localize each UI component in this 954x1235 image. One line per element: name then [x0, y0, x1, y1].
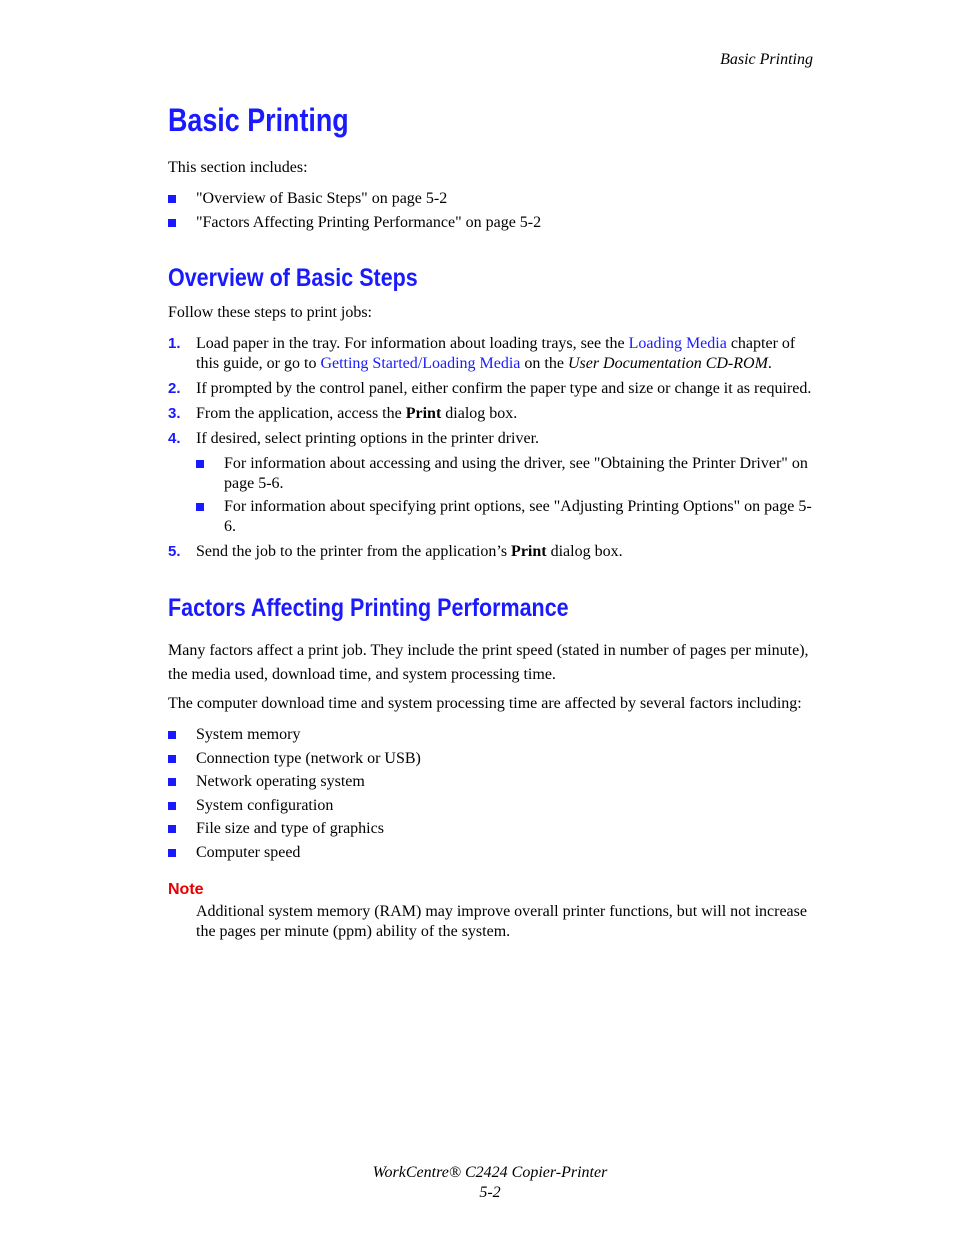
- step-text: .: [767, 355, 772, 372]
- loading-media-link[interactable]: Loading Media: [628, 335, 727, 352]
- step-text: chapter of this guide, or go to: [196, 335, 796, 372]
- list-item: [168, 749, 814, 769]
- factors-paragraph: The computer download time and system processing time are affected by several factors including:: [168, 695, 802, 712]
- page-footer: [0, 1163, 954, 1203]
- list-item-text: System configuration: [196, 796, 334, 814]
- sub-item: [196, 454, 814, 494]
- step-item: [168, 334, 814, 374]
- step-item: [168, 379, 814, 399]
- print-bold: Print: [511, 543, 547, 560]
- step-item: [168, 429, 814, 537]
- note-label: Note: [168, 880, 204, 898]
- list-item: [168, 725, 814, 745]
- page-content: [168, 98, 814, 942]
- step-number: 1.: [168, 335, 181, 352]
- toc-item-label: "Factors Affecting Printing Performance" on page 5-2: [196, 213, 542, 231]
- list-item: [168, 843, 814, 863]
- intro-text: This section includes:: [168, 159, 308, 176]
- steps-list: [168, 334, 814, 562]
- running-head: Basic Printing: [720, 51, 813, 68]
- getting-started-link[interactable]: Getting Started/Loading Media: [320, 355, 521, 372]
- list-item: [168, 819, 814, 839]
- list-item-text: Network operating system: [196, 773, 365, 790]
- overview-lead: Follow these steps to print jobs:: [168, 304, 372, 321]
- step-number: 3.: [168, 405, 181, 422]
- print-bold: Print: [405, 405, 442, 422]
- list-item: [168, 772, 814, 792]
- factors-paragraph: Many factors affect a print job. They include the print speed (stated in number of pages per minute), the media used, download time, and system processing time.: [168, 642, 809, 683]
- square-bullet-icon: [168, 825, 176, 833]
- step-sublist: [196, 454, 814, 537]
- square-bullet-icon: [196, 503, 204, 511]
- step-text: Send the job to the printer from the application’s: [196, 543, 512, 560]
- step-number: 2.: [168, 380, 181, 397]
- list-item-text: Computer speed: [196, 843, 301, 861]
- step-text: Load paper in the tray. For information about loading trays, see the: [196, 335, 629, 352]
- square-bullet-icon: [168, 849, 176, 857]
- toc-item[interactable]: [168, 213, 814, 233]
- toc-item[interactable]: [168, 189, 814, 209]
- toc-list: [168, 189, 814, 233]
- list-item: [168, 796, 814, 816]
- list-item-text: Connection type (network or USB): [196, 749, 421, 767]
- page-title: Basic Printing: [168, 102, 349, 138]
- list-item-text: File size and type of graphics: [196, 820, 384, 837]
- step-text: If desired, select printing options in the printer driver.: [196, 430, 540, 447]
- overview-heading: Overview of Basic Steps: [168, 264, 418, 292]
- cd-rom-title: User Documentation CD-ROM: [567, 355, 768, 372]
- factors-heading: Factors Affecting Printing Performance: [168, 594, 569, 622]
- sub-item: [196, 497, 814, 537]
- list-item-text: System memory: [196, 726, 301, 743]
- page-number: 5-2: [479, 1184, 501, 1201]
- square-bullet-icon: [168, 219, 176, 227]
- step-number: 5.: [168, 543, 181, 560]
- square-bullet-icon: [168, 802, 176, 810]
- square-bullet-icon: [168, 731, 176, 739]
- sub-item-text: For information about accessing and using the driver, see "Obtaining the Printer Driver" on page 5-6.: [224, 455, 808, 492]
- footer-product: WorkCentre® C2424 Copier-Printer: [372, 1164, 608, 1181]
- sub-item-text: For information about specifying print options, see "Adjusting Printing Options" on page 5-6.: [224, 498, 812, 535]
- step-number: 4.: [168, 430, 181, 447]
- square-bullet-icon: [168, 195, 176, 203]
- step-text: dialog box.: [441, 405, 518, 422]
- step-text: dialog box.: [546, 543, 623, 560]
- square-bullet-icon: [168, 778, 176, 786]
- step-item: [168, 404, 814, 424]
- step-text: From the application, access the: [196, 405, 406, 422]
- step-item: [168, 542, 814, 562]
- factors-list: [168, 725, 814, 863]
- step-text: If prompted by the control panel, either confirm the paper type and size or change it as required.: [196, 380, 812, 397]
- step-text: on the: [520, 355, 568, 372]
- square-bullet-icon: [196, 460, 204, 468]
- square-bullet-icon: [168, 755, 176, 763]
- toc-item-label: "Overview of Basic Steps" on page 5-2: [196, 190, 448, 207]
- note-text: Additional system memory (RAM) may improve overall printer functions, but will not increase the pages per minute (ppm) ability of the system.: [196, 902, 807, 940]
